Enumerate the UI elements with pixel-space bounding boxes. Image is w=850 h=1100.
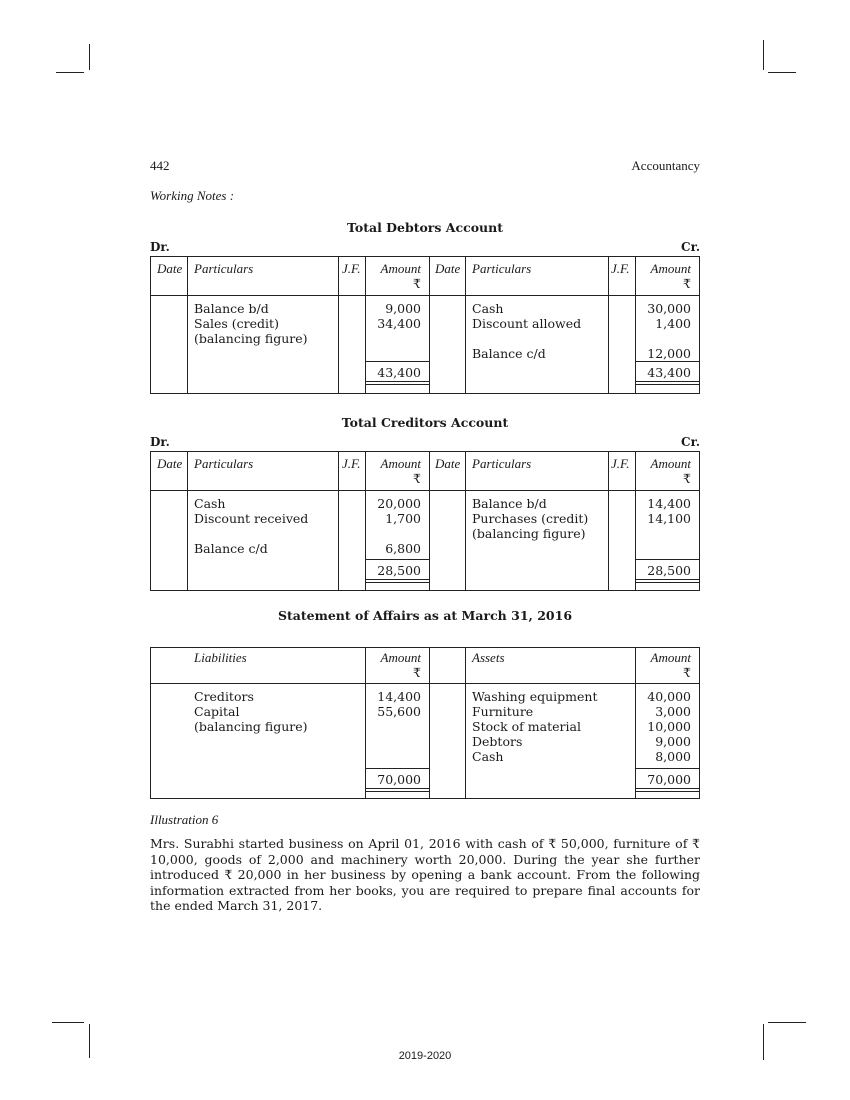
liability-amount: 14,400 — [377, 689, 421, 704]
liability-item: (balancing figure) — [194, 719, 308, 734]
ledger-total: 28,500 — [377, 563, 421, 578]
col-date: Date — [435, 456, 461, 471]
col-date: Date — [435, 261, 461, 276]
dr-label: Dr. — [150, 240, 170, 254]
liability-amount: 55,600 — [377, 704, 421, 719]
col-jf: J.F. — [611, 456, 630, 471]
col-amount: Amount — [380, 261, 421, 276]
crop-mark — [89, 44, 90, 70]
creditors-account-table — [150, 451, 700, 591]
col-amount: Amount — [650, 650, 691, 665]
col-particulars: Particulars — [194, 456, 254, 471]
col-jf: J.F. — [342, 261, 361, 276]
ledger-amount: 6,800 — [385, 541, 421, 556]
dr-label: Dr. — [150, 435, 170, 449]
ledger-amount: 12,000 — [647, 346, 691, 361]
ledger-entry: Balance c/d — [194, 541, 268, 556]
asset-item: Cash — [472, 749, 504, 764]
debtors-account-table — [150, 256, 700, 394]
col-particulars: Particulars — [472, 456, 532, 471]
col-amount: Amount — [650, 456, 691, 471]
footer-year: 2019-2020 — [398, 1050, 452, 1062]
ledger-amount: 30,000 — [647, 301, 691, 316]
rupee-symbol: ₹ — [683, 665, 691, 680]
ledger-entry: Discount received — [194, 511, 309, 526]
cr-label: Cr. — [681, 240, 700, 254]
ledger-entry: Balance b/d — [472, 496, 547, 511]
crop-mark — [768, 72, 796, 73]
ledger-total: 28,500 — [647, 563, 691, 578]
ledger-entry: Discount allowed — [472, 316, 582, 331]
col-amount: Amount — [380, 650, 421, 665]
rupee-symbol: ₹ — [413, 665, 421, 680]
asset-amount: 40,000 — [647, 689, 691, 704]
asset-amount: 9,000 — [655, 734, 691, 749]
asset-item: Debtors — [472, 734, 523, 749]
ledger-total: 43,400 — [647, 365, 691, 380]
col-particulars: Particulars — [194, 261, 254, 276]
creditors-title: Total Creditors Account — [341, 415, 509, 430]
ledger-entry: Cash — [472, 301, 504, 316]
statement-of-affairs-table — [150, 647, 700, 799]
col-jf: J.F. — [611, 261, 630, 276]
rupee-symbol: ₹ — [683, 276, 691, 291]
debtors-title: Total Debtors Account — [346, 220, 503, 235]
col-amount: Amount — [380, 456, 421, 471]
debtors-dr-cr — [150, 240, 700, 254]
ledger-entry: Sales (credit) — [194, 316, 279, 331]
creditors-dr-cr — [150, 435, 700, 449]
asset-amount: 10,000 — [647, 719, 691, 734]
illustration-title: Illustration 6 — [150, 812, 219, 827]
crop-mark — [768, 1022, 806, 1023]
ledger-amount: 14,400 — [647, 496, 691, 511]
ledger-amount: 9,000 — [385, 301, 421, 316]
crop-mark — [52, 1022, 84, 1023]
assets-total: 70,000 — [647, 772, 691, 787]
ledger-entry: (balancing figure) — [472, 526, 586, 541]
col-particulars: Particulars — [472, 261, 532, 276]
asset-item: Stock of material — [472, 719, 581, 734]
rupee-symbol: ₹ — [683, 471, 691, 486]
illustration-text: Mrs. Surabhi started business on April 01, 2016 with cash of ₹ 50,000, furniture of ₹ 10,000, goods of 2,000 and machinery worth 20,000. During the year she further introduced ₹ 20,000 in her business by opening a bank account. From the following information extracted from her books, you are required to prepare final accounts for the ended March 31, 2017. — [150, 836, 700, 913]
liability-item: Creditors — [194, 689, 254, 704]
col-amount: Amount — [650, 261, 691, 276]
page-number: 442 — [150, 158, 170, 173]
ledger-amount: 1,700 — [385, 511, 421, 526]
asset-amount: 3,000 — [655, 704, 691, 719]
cr-label: Cr. — [681, 435, 700, 449]
ledger-entry: Balance c/d — [472, 346, 546, 361]
col-jf: J.F. — [342, 456, 361, 471]
rupee-symbol: ₹ — [413, 276, 421, 291]
col-assets: Assets — [472, 650, 505, 665]
crop-mark — [56, 72, 84, 73]
working-notes-label: Working Notes : — [150, 188, 235, 203]
asset-item: Furniture — [472, 704, 534, 719]
liabilities-total: 70,000 — [377, 772, 421, 787]
ledger-total: 43,400 — [377, 365, 421, 380]
running-title: Accountancy — [631, 158, 700, 173]
col-liabilities: Liabilities — [194, 650, 247, 665]
liability-item: Capital — [194, 704, 240, 719]
rupee-symbol: ₹ — [413, 471, 421, 486]
asset-amount: 8,000 — [655, 749, 691, 764]
ledger-amount: 1,400 — [655, 316, 691, 331]
ledger-entry: (balancing figure) — [194, 331, 308, 346]
crop-mark — [763, 40, 764, 70]
ledger-amount: 34,400 — [377, 316, 421, 331]
ledger-entry: Cash — [194, 496, 226, 511]
ledger-amount: 20,000 — [377, 496, 421, 511]
ledger-entry: Balance b/d — [194, 301, 269, 316]
col-date: Date — [157, 261, 183, 276]
asset-item: Washing equipment — [472, 689, 598, 704]
ledger-entry: Purchases (credit) — [472, 511, 589, 526]
col-date: Date — [157, 456, 183, 471]
ledger-amount: 14,100 — [647, 511, 691, 526]
affairs-title: Statement of Affairs as at March 31, 2016 — [277, 608, 573, 623]
